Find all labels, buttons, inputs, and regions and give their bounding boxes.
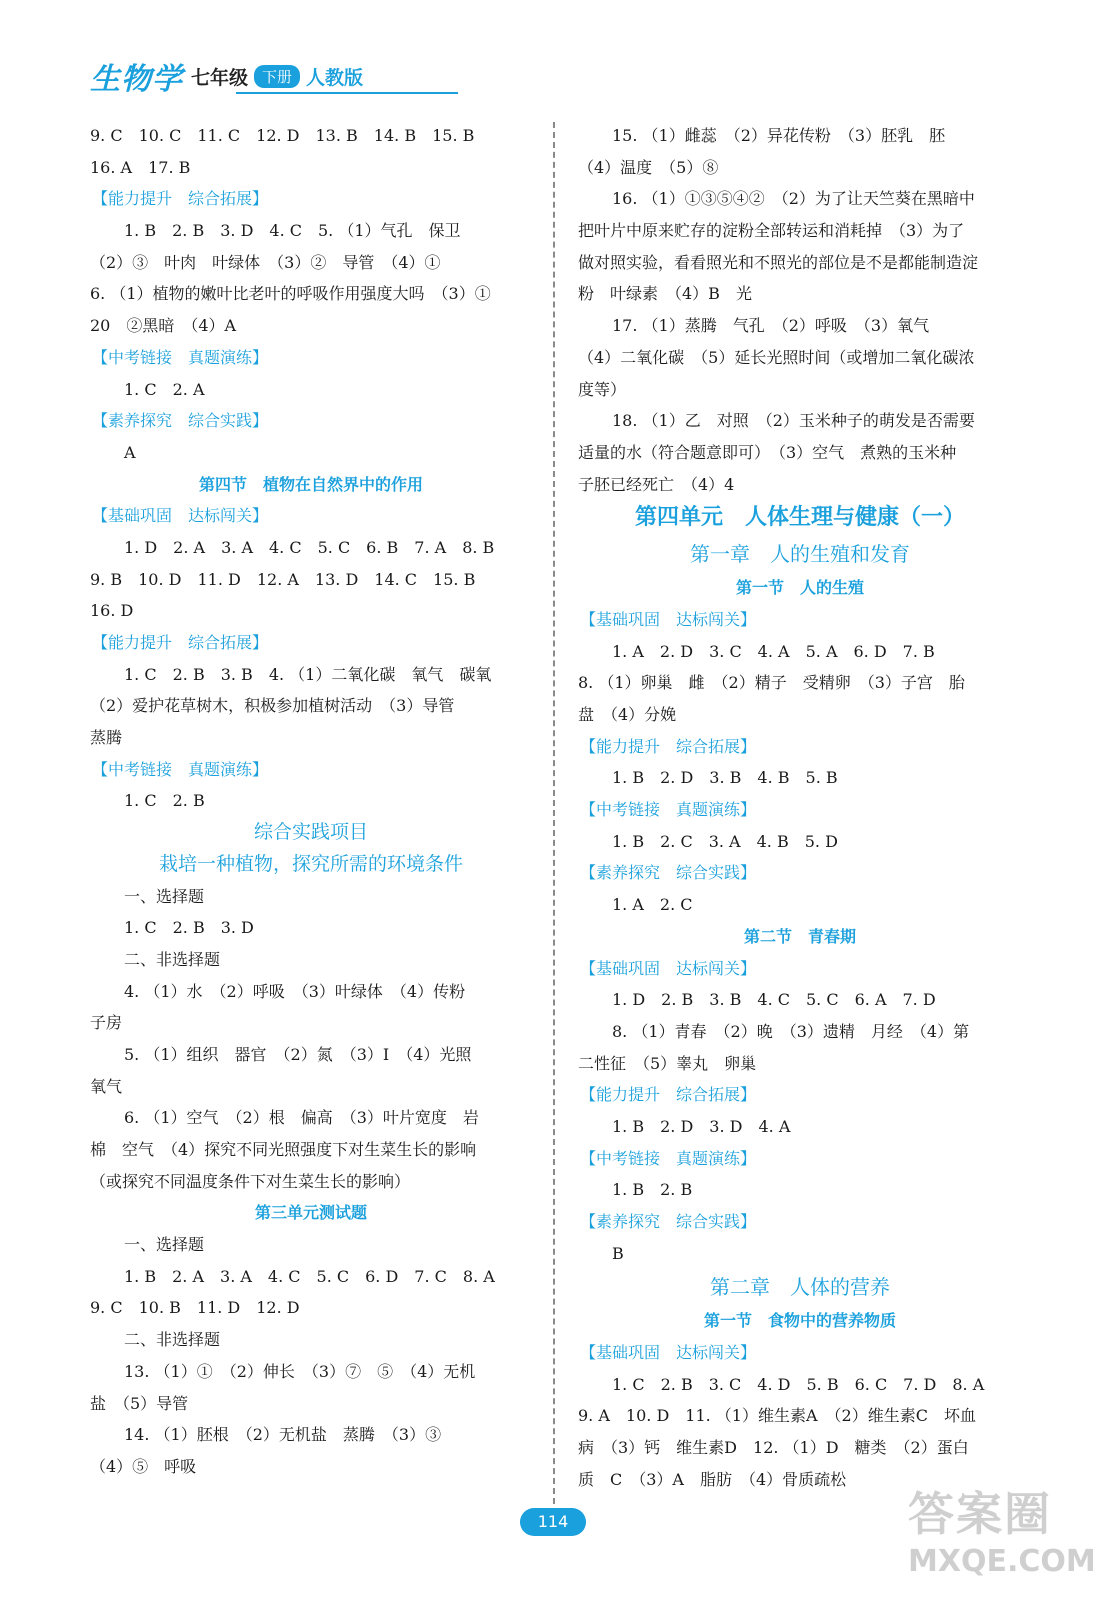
answer-line: 15. （1）雌蕊 （2）异花传粉 （3）胚乳 胚 [612, 126, 946, 145]
section-heading: 第一节 食物中的营养物质 [703, 1311, 896, 1331]
answer-line: （4）温度 （5）⑧ [578, 157, 719, 177]
answer-line: 8. （1）卵巢 雌 （2）精子 受精卵 （3）子宫 胎 [578, 673, 965, 693]
answer-line: 17. （1）蒸腾 气孔 （2）呼吸 （3）氧气 [612, 316, 930, 336]
subsection-heading: 【中考链接 真题演练】 [580, 1148, 757, 1168]
answer-line: 棉 空气 （4）探究不同光照强度下对生菜生长的影响 [90, 1140, 477, 1159]
section-heading: 第一节 人的生殖 [735, 578, 864, 598]
answer-line: 1. D 2. A 3. A 4. C 5. C 6. B 7. A 8. B [124, 537, 495, 557]
project-heading: 综合实践项目 [253, 821, 368, 844]
answer-line: 1. C 2. B 3. C 4. D 5. B 6. C 7. D 8. A [612, 1374, 985, 1394]
answer-line: 1. C 2. B 3. D [124, 918, 254, 938]
answer-line: 盐 （5）导管 [90, 1393, 189, 1413]
answer-line: 适量的水（符合题意即可） （3）空气 煮熟的玉米种 [578, 442, 957, 462]
answer-line: 1. B 2. D 3. D 4. A [612, 1116, 791, 1136]
answer-line: 氧气 [90, 1076, 123, 1096]
section-heading: 第三单元测试题 [254, 1203, 367, 1223]
unit-heading: 第四单元 人体生理与健康（一） [634, 505, 965, 531]
subsection-heading: 【素养探究 综合实践】 [580, 863, 757, 883]
answer-line: 蒸腾 [90, 728, 123, 748]
answer-line: 子胚已经死亡 （4）4 [578, 474, 735, 494]
answer-line: 13. （1）① （2）伸长 （3）⑦ ⑤ （4）无机 [124, 1361, 476, 1381]
answer-line: 16. D [90, 601, 134, 621]
section-heading: 第二节 青春期 [743, 926, 856, 946]
page-number: 114 [520, 1508, 586, 1536]
answer-line: 把叶片中原来贮存的淀粉全部转运和消耗掉 （3）为了 [578, 221, 965, 241]
answer-line: 9. C 10. B 11. D 12. D [90, 1298, 300, 1318]
subsection-heading: 【中考链接 真题演练】 [92, 759, 269, 779]
answer-line: （2）爱护花草树木，积极参加植树活动 （3）导管 [90, 696, 455, 716]
answer-line: 子房 [90, 1013, 123, 1033]
answer-line: 1. C 2. B [124, 791, 205, 811]
answer-line: 1. C 2. B 3. B 4. （1）二氧化碳 氧气 碳氧 [124, 664, 492, 684]
answer-line: 18. （1）乙 对照 （2）玉米种子的萌发是否需要 [612, 411, 975, 431]
answer-column-right [578, 120, 1022, 1496]
subsection-heading: 【基础巩固 达标闯关】 [92, 506, 269, 526]
volume-badge: 下册 [254, 65, 300, 88]
project-heading: 栽培一种植物，探究所需的环境条件 [158, 852, 463, 875]
answer-line: 9. B 10. D 11. D 12. A 13. D 14. C 15. B [90, 569, 476, 589]
answer-line: 1. A 2. D 3. C 4. A 5. A 6. D 7. B [612, 641, 935, 661]
subsection-heading: 【基础巩固 达标闯关】 [580, 609, 757, 629]
answer-line: （2）③ 叶肉 叶绿体 （3）② 导管 （4）① [90, 252, 441, 272]
answer-line: 4. （1）水 （2）呼吸 （3）叶绿体 （4）传粉 [124, 981, 466, 1001]
answer-line: 病 （3）钙 维生素D 12. （1）D 糖类 （2）蛋白 [578, 1438, 969, 1458]
chapter-heading: 第二章 人体的营养 [710, 1275, 890, 1300]
subsection-heading: 【基础巩固 达标闯关】 [580, 1343, 757, 1363]
answer-line: 1. B 2. D 3. B 4. B 5. B [612, 768, 838, 788]
answer-line: 1. B 2. B [612, 1180, 693, 1200]
answer-line: 1. D 2. B 3. B 4. C 5. C 6. A 7. D [612, 990, 936, 1010]
grade-label: 七年级 [191, 66, 249, 89]
answer-line: 20 ②黑暗 （4）A [90, 316, 237, 336]
series-logo: 生物学 [90, 62, 183, 97]
answer-line: 二性征 （5）睾丸 卵巢 [578, 1053, 757, 1073]
answer-line: 粉 叶绿素 （4）B 光 [578, 284, 752, 304]
answer-line: 6. （1）空气 （2）根 偏高 （3）叶片宽度 岩 [124, 1108, 479, 1128]
answer-line: 5. （1）组织 器官 （2）氮 （3）Ⅰ （4）光照 [124, 1044, 472, 1064]
subsection-heading: 【能力提升 综合拓展】 [92, 189, 269, 209]
answer-line: 二、非选择题 [124, 949, 221, 969]
subsection-heading: 【能力提升 综合拓展】 [92, 633, 269, 652]
answer-line: 1. B 2. A 3. A 4. C 5. C 6. D 7. C 8. A [124, 1266, 495, 1286]
chapter-heading: 第一章 人的生殖和发育 [690, 542, 910, 567]
answer-line: 1. B 2. B 3. D 4. C 5. （1）气孔 保卫 [124, 221, 461, 241]
subsection-heading: 【素养探究 综合实践】 [92, 411, 269, 431]
answer-line: 二、非选择题 [124, 1330, 221, 1350]
answer-line: 6. （1）植物的嫩叶比老叶的呼吸作用强度大吗 （3）① [90, 284, 491, 304]
answer-line: （4）⑤ 呼吸 [90, 1456, 197, 1476]
column-divider [553, 122, 555, 1504]
answer-line: 一、选择题 [124, 1235, 205, 1255]
answer-line: （4）二氧化碳 （5）延长光照时间（或增加二氧化碳浓 [578, 347, 975, 367]
subsection-heading: 【能力提升 综合拓展】 [580, 736, 757, 756]
answer-line: （或探究不同温度条件下对生菜生长的影响） [90, 1171, 411, 1191]
answer-line: 度等） [578, 379, 627, 399]
answer-line: 9. C 10. C 11. C 12. D 13. B 14. B 15. B [90, 126, 475, 145]
subsection-heading: 【中考链接 真题演练】 [580, 800, 757, 820]
site-watermark [908, 1478, 1096, 1588]
answer-line: 8. （1）青春 （2）晚 （3）遗精 月经 （4）第 [612, 1021, 970, 1041]
subsection-heading: 【中考链接 真题演练】 [92, 347, 269, 367]
answer-line: 一、选择题 [124, 886, 205, 906]
watermark-logo: 答案圈 [908, 1487, 1052, 1541]
header-underline [236, 92, 458, 94]
answer-line: 16. （1）①③⑤④② （2）为了让天竺葵在黑暗中 [612, 189, 975, 209]
section-heading: 第四节 植物在自然界中的作用 [198, 474, 423, 494]
answer-line: 盘 （4）分娩 [578, 705, 677, 724]
answer-line: 1. A 2. C [612, 895, 693, 915]
page-header [90, 56, 363, 96]
answer-line: A [124, 442, 136, 462]
answer-column-left [90, 120, 532, 1483]
answer-line: 1. C 2. A [124, 379, 205, 399]
subsection-heading: 【素养探究 综合实践】 [580, 1212, 757, 1231]
watermark-url: MXQE.COM [908, 1544, 1096, 1579]
answer-line: 质 C （3）A 脂肪 （4）骨质疏松 [578, 1469, 847, 1489]
answer-line: 1. B 2. C 3. A 4. B 5. D [612, 831, 838, 851]
answer-line: B [612, 1243, 624, 1263]
answer-line: 做对照实验，看看照光和不照光的部位是不是都能制造淀 [578, 252, 979, 272]
answer-line: 16. A 17. B [90, 157, 191, 177]
answer-line: 9. A 10. D 11. （1）维生素A （2）维生素C 坏血 [578, 1406, 976, 1426]
answer-line: 14. （1）胚根 （2）无机盐 蒸腾 （3）③ [124, 1425, 442, 1445]
subsection-heading: 【基础巩固 达标闯关】 [580, 958, 757, 978]
edition-label: 人教版 [306, 66, 364, 89]
subsection-heading: 【能力提升 综合拓展】 [580, 1085, 757, 1105]
